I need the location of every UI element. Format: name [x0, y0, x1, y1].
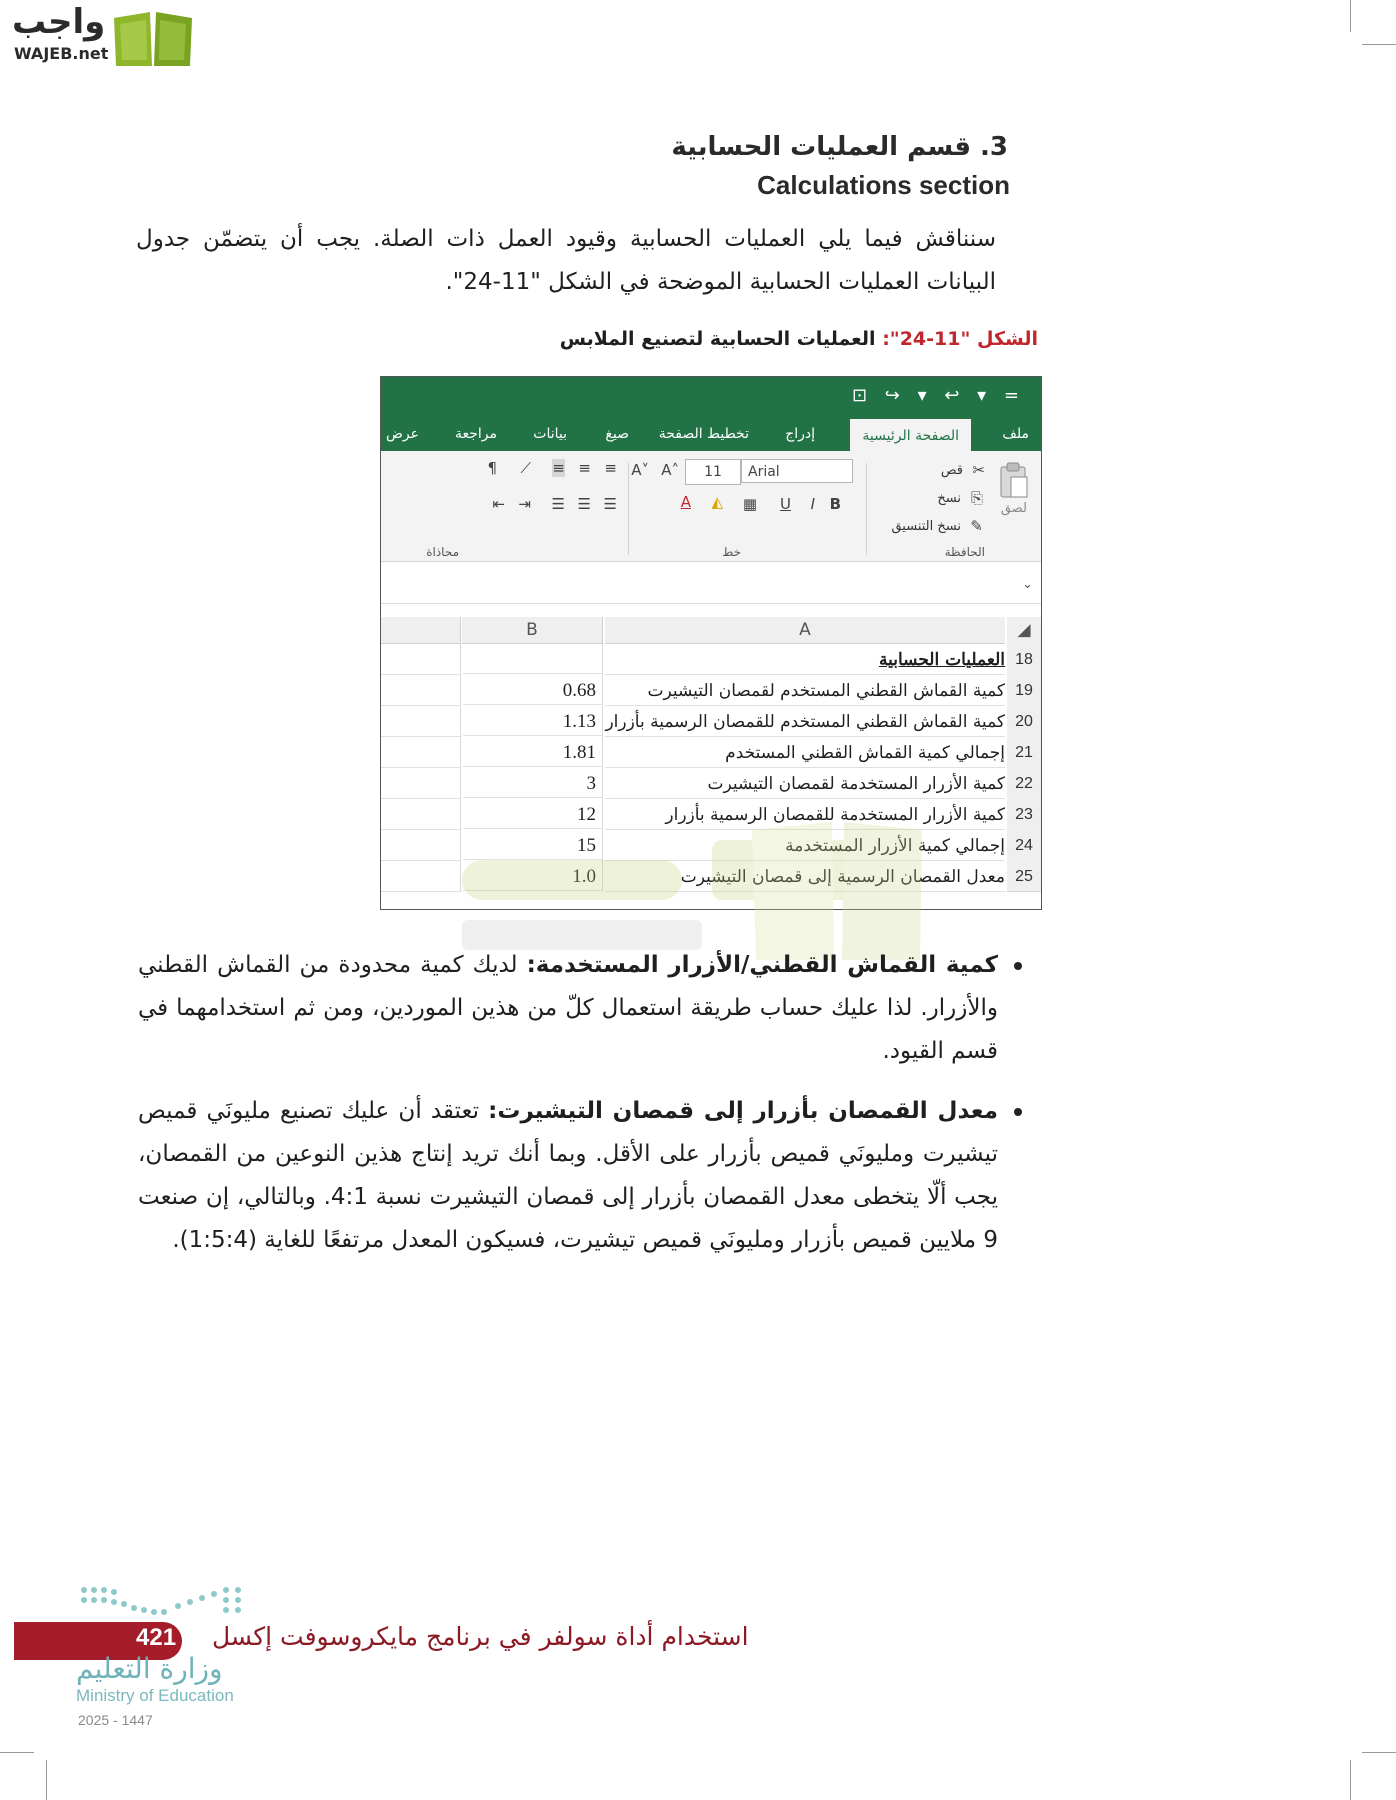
cell-c19[interactable]	[380, 674, 461, 706]
italic-icon[interactable]: I	[810, 495, 815, 513]
fill-color-icon[interactable]: ◭	[711, 493, 723, 511]
align-left-icon[interactable]: ☰	[551, 495, 565, 513]
academic-year: 2025 - 1447	[78, 1712, 153, 1728]
column-header-a[interactable]: A	[605, 617, 1005, 644]
ribbon-separator	[866, 463, 867, 555]
tab-formulas[interactable]: صيغ	[605, 426, 629, 442]
column-header-c[interactable]	[380, 617, 461, 644]
tab-view[interactable]: عرض	[385, 426, 419, 442]
bullet-term: معدل القمصان بأزرار إلى قمصان التيشيرت:	[488, 1098, 998, 1124]
font-size-select[interactable]: 11	[685, 459, 741, 485]
cell-c25[interactable]	[380, 860, 461, 892]
ribbon-home	[381, 451, 1041, 562]
borders-icon[interactable]: ▦	[742, 495, 757, 513]
ribbon-tabs	[381, 417, 1041, 451]
tab-page-layout[interactable]: تخطيط الصفحة	[658, 426, 749, 442]
formula-bar[interactable]	[381, 573, 1041, 604]
logo-text-en: WAJEB.net	[14, 44, 109, 63]
crop-mark	[0, 1752, 34, 1753]
bullet-term: كمية القماش القطني/الأزرار المستخدمة:	[526, 952, 998, 978]
orientation-icon[interactable]: ⟋	[520, 459, 531, 477]
cell-b22[interactable]: 3	[463, 767, 603, 798]
align-top-icon[interactable]: ≡	[604, 459, 617, 477]
row-number[interactable]: 20	[1007, 705, 1041, 737]
cell-b24[interactable]: 15	[463, 829, 603, 860]
font-name-select[interactable]: Arial	[741, 459, 853, 483]
bold-icon[interactable]: B	[829, 495, 841, 513]
cell-b21[interactable]: 1.81	[463, 736, 603, 767]
row-number[interactable]: 23	[1007, 798, 1041, 830]
cell-b18[interactable]	[463, 643, 603, 674]
bullet-item	[138, 944, 998, 1073]
ministry-name-ar: وزارة التعليم	[76, 1652, 223, 1685]
worksheet-grid	[381, 617, 1041, 910]
intro-paragraph: سنناقش فيما يلي العمليات الحسابية وقيود العمل ذات الصلة. يجب أن يتضمّن جدول البيانات العمليات الحسابية الموضحة في الشكل "11-24".	[136, 226, 996, 295]
underline-icon[interactable]: U	[780, 495, 791, 513]
cell-b19[interactable]: 0.68	[463, 674, 603, 705]
figure-label: الشكل "11-24":	[882, 328, 1038, 350]
row-number[interactable]: 25	[1007, 860, 1041, 892]
logo-text-ar: واجب	[12, 2, 106, 42]
bullet-text: تعتقد أن عليك تصنيع مليونَي قميص تيشيرت ومليونَي قميص بأزرار على الأقل. وبما أنك تريد إنتاج هذين النوعين من القمصان، يجب ألّا يتخطى معدل القمصان بأزرار إلى قمصان التيشيرت نسبة 4:1. وبالتالي، إن صنعت 9 ملايين قميص بأزرار ومليونَي قميص تيشيرت، فسيكون المعدل مرتفعًا للغاية (1:5:4).	[138, 1098, 998, 1253]
crop-mark	[1350, 0, 1351, 32]
ribbon-separator	[628, 463, 629, 555]
tab-file[interactable]: ملف	[1002, 426, 1029, 442]
cell-a25[interactable]: معدل القمصان الرسمية إلى قمصان التيشيرت	[605, 860, 1005, 892]
row-number[interactable]: 18	[1007, 643, 1041, 675]
cell-a23[interactable]: كمية الأزرار المستخدمة للقمصان الرسمية بأزرار	[605, 798, 1005, 830]
cell-b23[interactable]: 12	[463, 798, 603, 829]
format-painter-button[interactable]: نسخ التنسيق	[891, 519, 961, 534]
crop-mark	[1362, 1752, 1396, 1753]
footer-title: استخدام أداة سولفر في برنامج مايكروسوفت إكسل	[212, 1622, 749, 1651]
cell-c23[interactable]	[380, 798, 461, 830]
increase-indent-icon[interactable]: ⇥	[518, 495, 531, 513]
decrease-indent-icon[interactable]: ⇤	[492, 495, 505, 513]
paste-button[interactable]: لصق	[1000, 501, 1027, 516]
group-alignment-label: محاذاة	[426, 545, 459, 559]
wajeb-logo[interactable]	[8, 4, 188, 68]
tab-data[interactable]: بيانات	[533, 426, 567, 442]
bullet-dot	[1014, 1108, 1022, 1116]
cell-a19[interactable]: كمية القماش القطني المستخدم لقمصان التيشيرت	[605, 674, 1005, 706]
cell-a21[interactable]: إجمالي كمية القماش القطني المستخدم	[605, 736, 1005, 768]
cell-c20[interactable]	[380, 705, 461, 737]
copy-button[interactable]: نسخ	[937, 491, 961, 506]
cell-c18[interactable]	[380, 643, 461, 675]
cut-button[interactable]: قص	[940, 463, 963, 478]
row-number[interactable]: 19	[1007, 674, 1041, 706]
figure-title: العمليات الحسابية لتصنيع الملابس	[559, 328, 876, 350]
figure-caption	[560, 328, 1038, 350]
excel-title-bar	[381, 377, 1041, 417]
ministry-name-en: Ministry of Education	[76, 1686, 234, 1705]
bullet-text: لديك كمية محدودة من القماش القطني والأزرار. لذا عليك حساب طريقة استعمال كلّ من هذين الموردين، ومن ثم استخدامهما في قسم القيود.	[138, 952, 998, 1064]
select-all-corner[interactable]: ◢	[1007, 617, 1041, 644]
column-header-b[interactable]: B	[462, 617, 603, 644]
row-block	[381, 643, 1041, 891]
crop-mark	[46, 1760, 47, 1800]
cell-a24[interactable]: إجمالي كمية الأزرار المستخدمة	[605, 829, 1005, 861]
cell-b25[interactable]: 1.0	[463, 860, 603, 891]
tab-home[interactable]: الصفحة الرئيسية	[850, 417, 971, 451]
align-center-icon[interactable]: ☰	[577, 495, 591, 513]
tab-insert[interactable]: إدراج	[785, 426, 815, 442]
section-title-en: Calculations section	[757, 170, 1010, 200]
group-font-label: خط	[722, 545, 741, 559]
align-middle-icon[interactable]: ≡	[578, 459, 591, 477]
copy-icon: ⎘	[970, 489, 983, 507]
cell-a20[interactable]: كمية القماش القطني المستخدم للقمصان الرسمية بأزرار	[605, 705, 1005, 737]
crop-mark	[1362, 44, 1396, 45]
excel-screenshot	[380, 376, 1042, 910]
align-right-icon[interactable]: ☰	[603, 495, 617, 513]
font-color-icon[interactable]: A	[680, 493, 691, 511]
shrink-font-icon[interactable]: A˅	[631, 461, 649, 479]
grow-font-icon[interactable]: A˄	[661, 461, 679, 479]
text-direction-icon[interactable]: ¶	[487, 459, 497, 477]
align-bottom-icon[interactable]: ≡	[552, 459, 565, 477]
bullet-item	[138, 1090, 998, 1262]
book-icon	[110, 8, 196, 68]
crop-mark	[1350, 1760, 1351, 1800]
cell-c24[interactable]	[380, 829, 461, 861]
cell-b20[interactable]: 1.13	[463, 705, 603, 736]
cell-c21[interactable]	[380, 736, 461, 768]
brush-icon: ✎	[970, 517, 983, 535]
moe-dots-logo	[78, 1584, 248, 1624]
quick-access-toolbar[interactable]: ⊡ ↪ ▾ ↩ ▾ =	[851, 385, 1025, 406]
scissors-icon: ✂	[972, 461, 985, 479]
paste-icon[interactable]	[997, 461, 1031, 501]
row-number[interactable]: 21	[1007, 736, 1041, 768]
bullet-dot	[1014, 962, 1022, 970]
row-number[interactable]: 22	[1007, 767, 1041, 799]
group-clipboard-label: الحافظة	[944, 545, 985, 559]
cell-a22[interactable]: كمية الأزرار المستخدمة لقمصان التيشيرت	[605, 767, 1005, 799]
row-number[interactable]: 24	[1007, 829, 1041, 861]
page-number: 421	[136, 1624, 177, 1651]
cell-c22[interactable]	[380, 767, 461, 799]
chevron-down-icon[interactable]: ⌄	[1022, 577, 1033, 592]
section-title-ar: 3. قسم العمليات الحسابية	[671, 132, 1008, 162]
cell-a18[interactable]: العمليات الحسابية	[605, 643, 1005, 675]
tab-review[interactable]: مراجعة	[454, 426, 497, 442]
